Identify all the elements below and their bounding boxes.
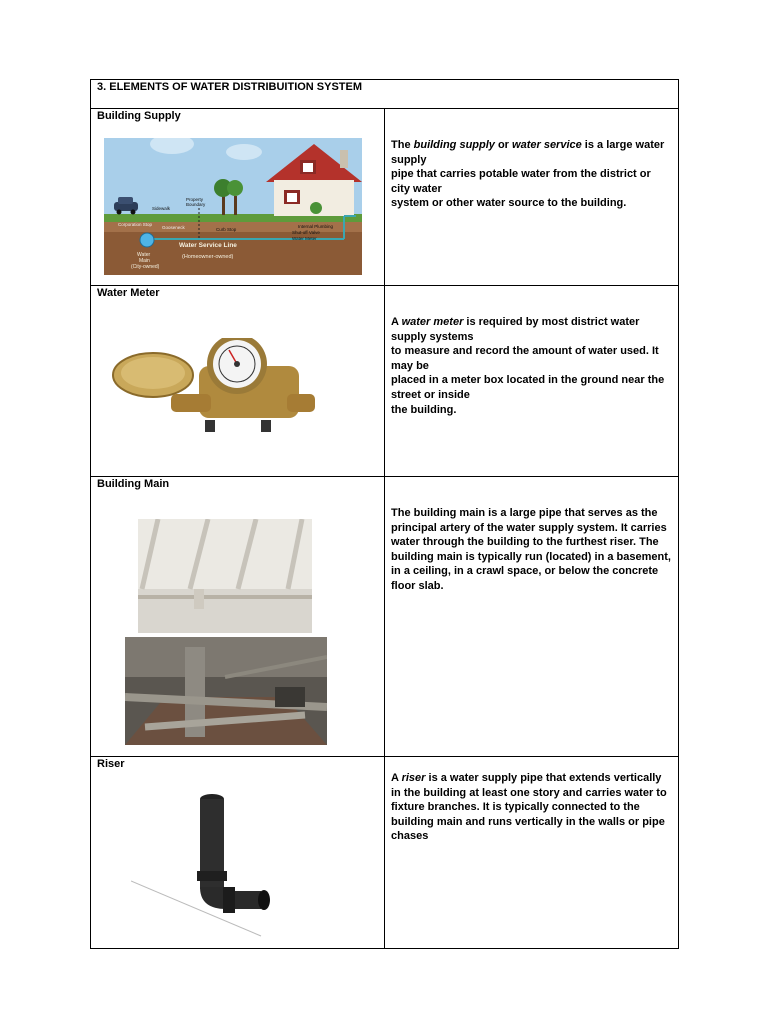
table-row — [91, 757, 679, 949]
svg-text:Boundary: Boundary — [186, 202, 206, 207]
riser-desc-cell — [385, 757, 679, 949]
riser-pipe-image — [131, 791, 281, 941]
table-row — [91, 109, 679, 286]
svg-text:Curb Stop: Curb Stop — [216, 227, 237, 232]
row-label: Water Meter — [97, 287, 160, 299]
svg-text:Water Meter: Water Meter — [292, 236, 317, 241]
section-title: 3. ELEMENTS OF WATER DISTRIBUITION SYSTEM — [97, 81, 363, 93]
svg-text:Gooseneck: Gooseneck — [162, 225, 185, 230]
water-meter-description: A water meter is required by most district water supply systems to measure and record the amount of water used. It may be placed in a meter box located in the ground near the street or inside the building. — [391, 316, 665, 416]
row-label: Riser — [97, 758, 125, 770]
table-row — [91, 477, 679, 757]
building-main-ceiling-image — [138, 519, 312, 633]
svg-text:Water: Water — [137, 252, 151, 258]
building-main-cell — [91, 477, 385, 757]
svg-text:Corporation Stop: Corporation Stop — [118, 222, 153, 227]
elements-table — [90, 79, 679, 949]
water-meter-desc-cell — [385, 286, 679, 477]
building-supply-diagram — [104, 138, 362, 275]
row-label: Building Main — [97, 478, 170, 490]
svg-text:Property: Property — [186, 197, 204, 202]
svg-text:(City-owned): (City-owned) — [131, 264, 160, 270]
water-meter-image — [111, 338, 321, 443]
svg-text:Sidewalk: Sidewalk — [152, 206, 171, 211]
building-main-desc-cell — [385, 477, 679, 757]
svg-text:Water Service Line: Water Service Line — [179, 242, 237, 249]
water-meter-cell — [91, 286, 385, 477]
row-label: Building Supply — [97, 110, 181, 122]
riser-description: A riser is a water supply pipe that extends vertically in the building at least one story and carries water to fixture branches. It is typically connected to the building main and runs vertically in the walls or pipe chases — [391, 772, 667, 843]
building-main-description: The building main is a large pipe that serves as the principal artery of the water supply system. It carries water through the building to the furthest riser. The building main is typically run (located) in a basement, in a ceiling, in a crawl space, or below the concrete floor slab. — [391, 507, 671, 592]
building-supply-description: The building supply or water service is a large water supply pipe that carries potable water from the district or city water system or other water source to the building. — [391, 139, 665, 210]
table-row — [91, 286, 679, 477]
svg-text:Main: Main — [139, 258, 150, 264]
svg-text:(Homeowner-owned): (Homeowner-owned) — [182, 254, 234, 260]
section-title-cell — [91, 80, 679, 109]
svg-text:Internal Plumbing: Internal Plumbing — [298, 224, 334, 229]
building-supply-cell — [91, 109, 385, 286]
riser-cell — [91, 757, 385, 949]
building-main-basement-image — [125, 637, 327, 745]
svg-text:Shut-off Valve: Shut-off Valve — [292, 230, 320, 235]
building-supply-desc-cell — [385, 109, 679, 286]
